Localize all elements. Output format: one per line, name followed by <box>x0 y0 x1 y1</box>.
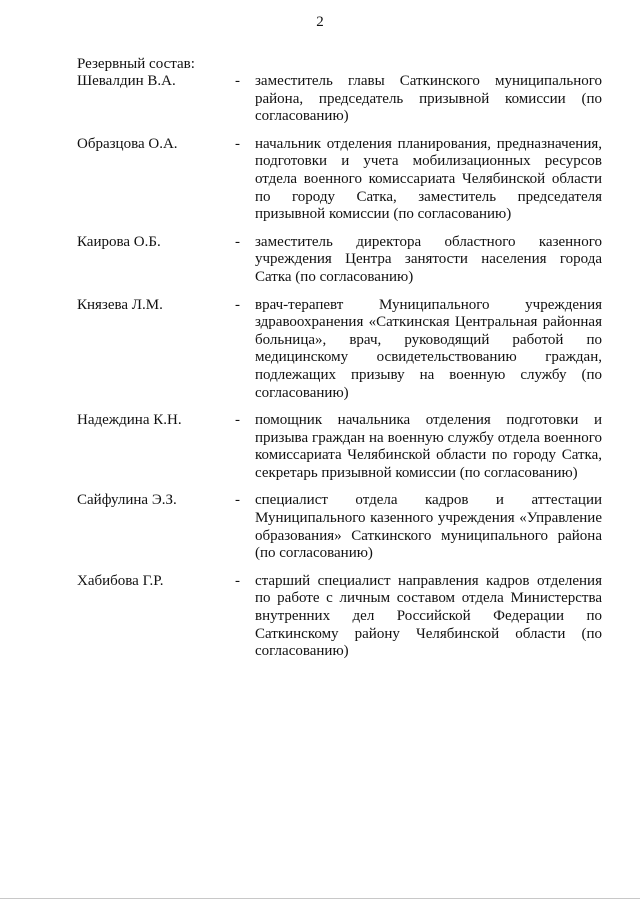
member-entry <box>77 73 602 126</box>
member-dash: - <box>235 73 240 89</box>
member-role: заместитель директора областного казенного учреждения Центра занятости населения города Сатка (по согласованию) <box>255 233 602 285</box>
member-role: старший специалист направления кадров отделения по работе с личным составом отдела Министерства внутренних дел Российской Федерации по Саткинскому району Челябинской области (по согласованию) <box>255 572 602 660</box>
member-dash: - <box>235 135 240 152</box>
member-role: врач-терапевт Муниципального учреждения здравоохранения «Саткинская Центральная районная больница», врач, руководящий работой по медицинскому освидетельствованию граждан, подлежащих призыву на военную службу (по согласованию) <box>255 296 602 401</box>
member-name: Князева Л.М. <box>77 296 163 313</box>
member-dash: - <box>235 492 240 509</box>
member-entry <box>77 492 602 562</box>
page-bottom-divider <box>0 898 640 899</box>
member-name: Сайфулина Э.З. <box>77 492 177 509</box>
member-role: начальник отделения планирования, предназначения, подготовки и учета мобилизационных ресурсов отдела военного комиссариата Челябинской области по городу Сатка, заместитель председателя призывной комиссии (по согласованию) <box>255 135 602 223</box>
member-name: Хабибова Г.Р. <box>77 572 164 589</box>
member-entry <box>77 573 602 661</box>
member-name: Каирова О.Б. <box>77 233 161 250</box>
member-role: заместитель главы Саткинского муниципального района, председатель призывной комиссии (по согласованию) <box>255 73 602 125</box>
member-dash: - <box>235 296 240 313</box>
member-entry <box>77 136 602 224</box>
member-dash: - <box>235 572 240 589</box>
member-name: Надеждина К.Н. <box>77 412 182 429</box>
member-list <box>77 73 602 671</box>
member-role: помощник начальника отделения подготовки и призыва граждан на военную службу отдела военного комиссариата Челябинской области по городу Сатка, секретарь призывной комиссии (по согласованию) <box>255 412 602 481</box>
page-number: 2 <box>316 14 324 30</box>
member-dash: - <box>235 412 240 429</box>
member-dash: - <box>235 233 240 250</box>
member-name: Шевалдин В.А. <box>77 73 176 89</box>
member-name: Образцова О.А. <box>77 135 178 152</box>
member-entry <box>77 412 602 482</box>
section-title: Резервный состав: <box>77 56 195 72</box>
member-entry <box>77 297 602 403</box>
member-role: специалист отдела кадров и аттестации Муниципального казенного учреждения «Управление образования» Саткинского муниципального района (по согласованию) <box>255 492 602 562</box>
member-entry <box>77 234 602 287</box>
